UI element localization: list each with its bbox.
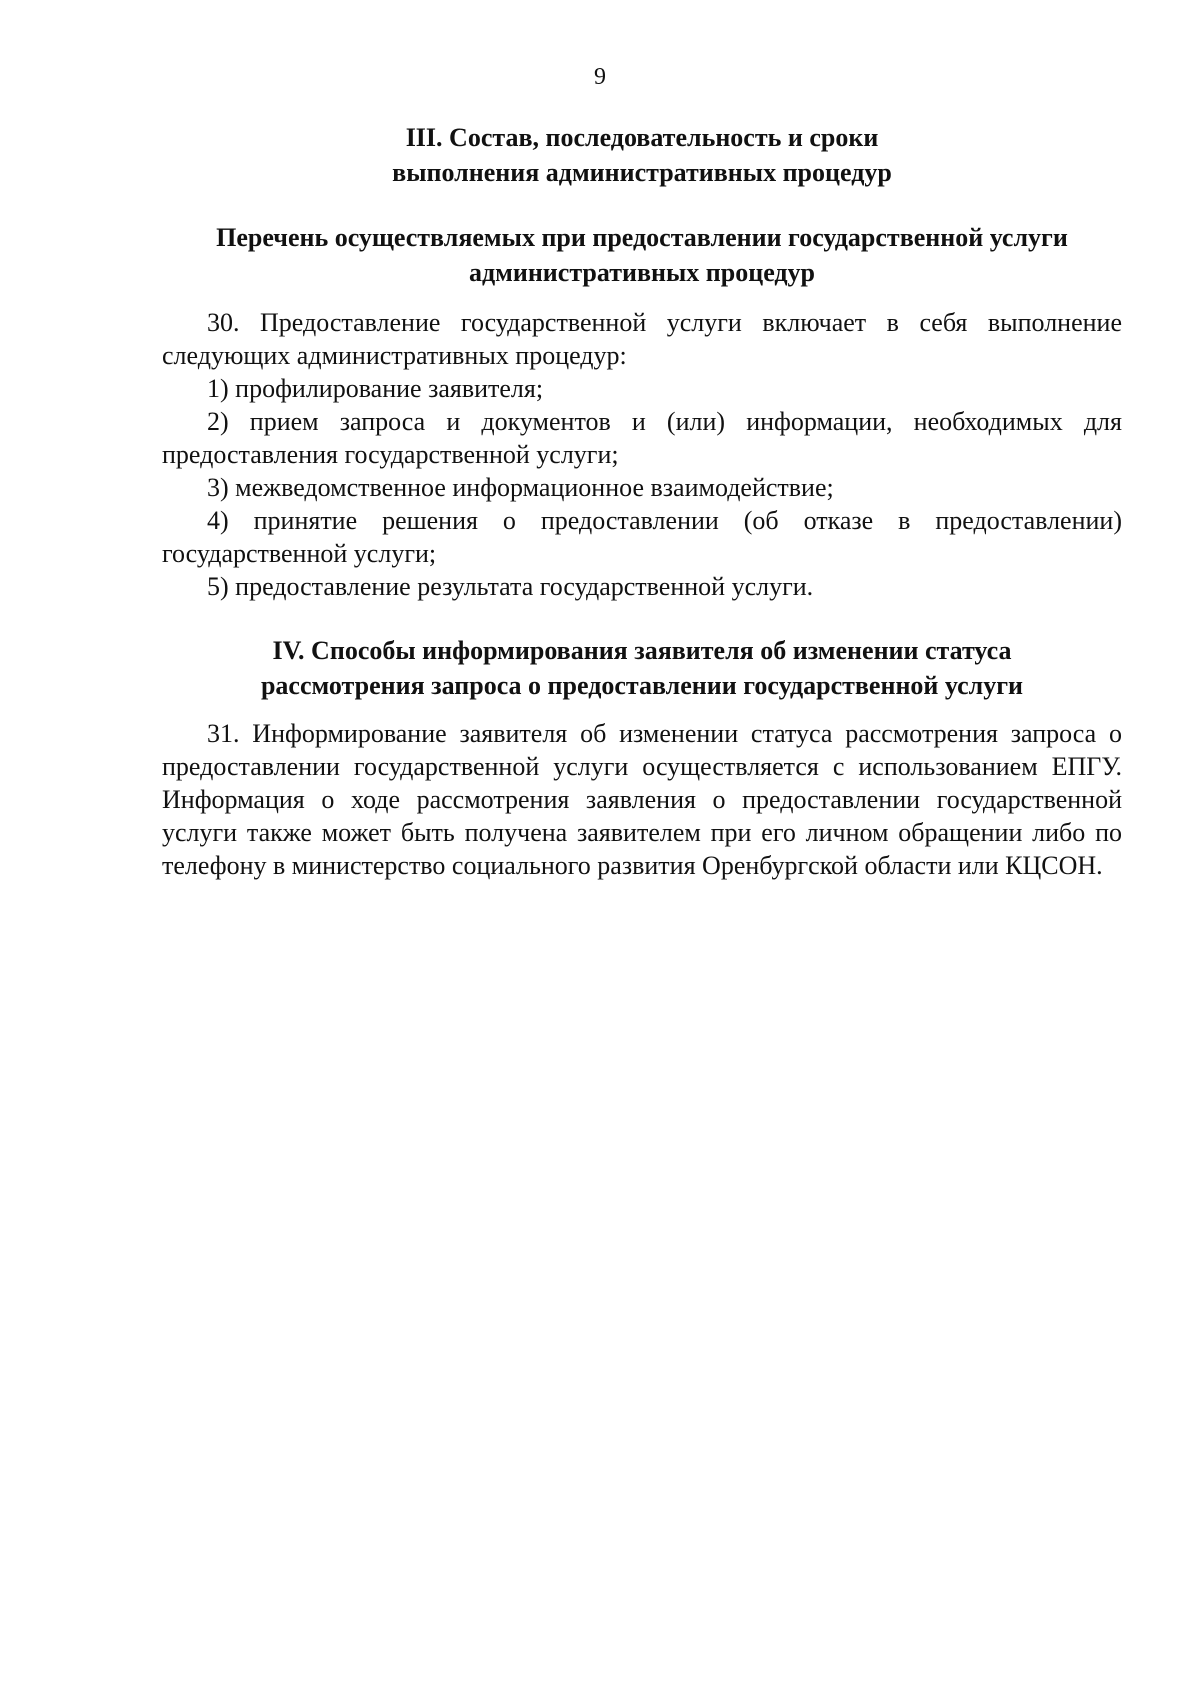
section-4-heading <box>162 633 1122 703</box>
paragraph-30: 30. Предоставление государственной услуги включает в себя выполнение следующих административных процедур: <box>162 308 1122 370</box>
section-3-heading-line-1: III. Состав, последовательность и сроки <box>405 123 879 152</box>
procedure-item-4: 4) принятие решения о предоставлении (об отказе в предоставлении) государственной услуги; <box>162 506 1122 568</box>
page-number: 9 <box>594 64 606 90</box>
section-3-heading-line-2: выполнения административных процедур <box>392 158 892 187</box>
procedures-list-heading-line-2: административных процедур <box>468 258 816 287</box>
paragraph-31: 31. Информирование заявителя об изменении статуса рассмотрения запроса о предоставлении государственной услуги осуществляется с использованием ЕПГУ. Информация о ходе рассмотрения заявления о предоставлении государственной услуги также может быть получена заявителем при его личном обращении либо по телефону в министерство социального развития Оренбургской области или КЦСОН. <box>162 719 1122 880</box>
procedure-item-1: 1) профилирование заявителя; <box>207 374 544 403</box>
procedure-item-2: 2) прием запроса и документов и (или) информации, необходимых для предоставления государственной услуги; <box>162 407 1122 469</box>
section-3-heading <box>162 120 1122 190</box>
procedures-list-heading-line-1: Перечень осуществляемых при предоставлении государственной услуги <box>216 223 1068 252</box>
section-4-heading-line-1: IV. Способы информирования заявителя об изменении статуса <box>272 636 1012 665</box>
procedure-item-3: 3) межведомственное информационное взаимодействие; <box>207 473 834 502</box>
section-4-heading-line-2: рассмотрения запроса о предоставлении государственной услуги <box>260 671 1024 700</box>
procedure-item-5: 5) предоставление результата государственной услуги. <box>207 572 814 601</box>
document-body <box>162 120 1122 882</box>
procedures-list-heading <box>162 220 1122 290</box>
